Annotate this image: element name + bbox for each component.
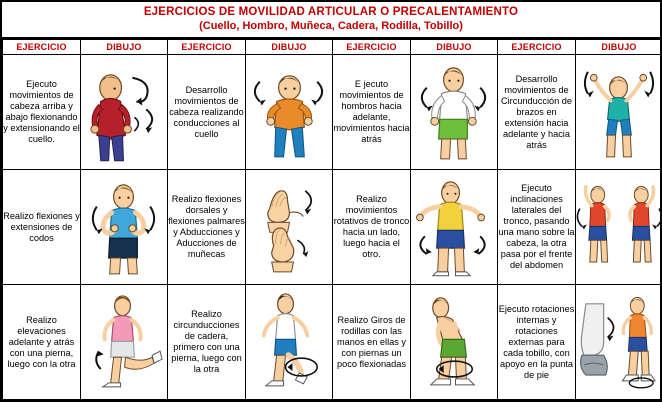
figure-person-neck-rotation [246, 58, 332, 167]
table-row [3, 55, 662, 170]
ankle-rotation-icon [576, 288, 662, 397]
exercise-figure [81, 170, 168, 285]
header-ejercicio-1: EJERCICIO [3, 40, 81, 55]
exercise-text: Realizo circunducciones de cadera, primero con una pierna, luego con la otra [168, 285, 246, 400]
knee-circles-icon [411, 288, 497, 397]
figure-person-hip-circumduction [246, 288, 332, 397]
exercise-text: Realizo movimientos rotativos de tronco hacia un lado, luego hacia el otro. [333, 170, 411, 285]
figure-person-elbow-flexion [81, 173, 167, 282]
header-dibujo-4: DIBUJO [576, 40, 662, 55]
exercise-figure [246, 285, 333, 400]
figure-person-knee-circles [411, 288, 497, 397]
trunk-rotation-icon [411, 173, 497, 282]
exercise-text: Realizo elevaciones adelante y atrás con una pierna, luego con la otra [3, 285, 81, 400]
exercise-text: Realizo flexiones dorsales y flexiones palmares y Abducciones y Aducciones de muñecas [168, 170, 246, 285]
exercise-figure [411, 170, 498, 285]
figure-two-people-lateral-bends [576, 173, 662, 282]
exercise-text: Ejecuto rotaciones internas y rotaciones externas para cada tobillo, con apoyo en la punta de pie [498, 285, 576, 400]
exercise-figure [576, 55, 662, 170]
figure-person-trunk-rotation [411, 173, 497, 282]
header-ejercicio-2: EJERCICIO [168, 40, 246, 55]
figure-hands-wrist [246, 173, 332, 282]
figure-person-leg-swings [81, 288, 167, 397]
neck-rotation-icon [246, 58, 332, 167]
header-ejercicio-3: EJERCICIO [333, 40, 411, 55]
header-dibujo-3: DIBUJO [411, 40, 498, 55]
shoulder-circles-icon [411, 58, 497, 167]
exercise-figure [246, 170, 333, 285]
table-row [3, 285, 662, 400]
figure-person-arm-circumduction [576, 58, 662, 167]
exercise-figure [246, 55, 333, 170]
header-ejercicio-4: EJERCICIO [498, 40, 576, 55]
exercise-figure [81, 285, 168, 400]
page-title-line2: (Cuello, Hombro, Muñeca, Cadera, Rodilla, Tobillo) [199, 20, 463, 32]
exercise-figure [411, 55, 498, 170]
figure-person-shoulder-circles [411, 58, 497, 167]
exercise-figure [576, 285, 662, 400]
wrist-flexion-icon [246, 173, 332, 282]
table-header-row [3, 40, 662, 55]
arm-circumduction-icon [576, 58, 662, 167]
figure-ankle-rotations [576, 288, 662, 397]
exercise-text: Realizo Giros de rodillas con las manos en ellas y con piernas un poco flexionadas [333, 285, 411, 400]
neck-flexion-icon [81, 58, 167, 167]
exercise-text: E jecuto movimientos de hombros hacia adelante, movimientos hacia atrás [333, 55, 411, 170]
exercise-text: Realizo flexiones y extensiones de codos [3, 170, 81, 285]
header-dibujo-1: DIBUJO [81, 40, 168, 55]
page-title-line1: EJERCICIOS DE MOVILIDAD ARTICULAR O PRECALENTAMIENTO [143, 6, 519, 18]
exercise-figure [576, 170, 662, 285]
leg-swing-icon [81, 288, 167, 397]
figure-person-neck-flexion [81, 58, 167, 167]
lateral-trunk-bend-icon [576, 173, 662, 282]
exercise-figure [411, 285, 498, 400]
exercise-text: Ejecuto inclinaciones laterales del tronco, pasando una mano sobre la cabeza, la otra pasa por el frente del abdomen [498, 170, 576, 285]
page-title [2, 2, 660, 39]
header-dibujo-2: DIBUJO [246, 40, 333, 55]
exercise-text: Ejecuto movimientos de cabeza arriba y abajo flexionando y extensionando el cuello. [3, 55, 81, 170]
exercise-text: Desarrollo movimientos de Circunducción de brazos en extensión hacia adelante y hacia atrás [498, 55, 576, 170]
table-row [3, 170, 662, 285]
exercise-table [2, 39, 662, 400]
exercise-text: Desarrollo movimientos de cabeza realizando conducciones al cuello [168, 55, 246, 170]
hip-circumduction-icon [246, 288, 332, 397]
exercise-figure [81, 55, 168, 170]
elbow-flexion-icon [81, 173, 167, 282]
